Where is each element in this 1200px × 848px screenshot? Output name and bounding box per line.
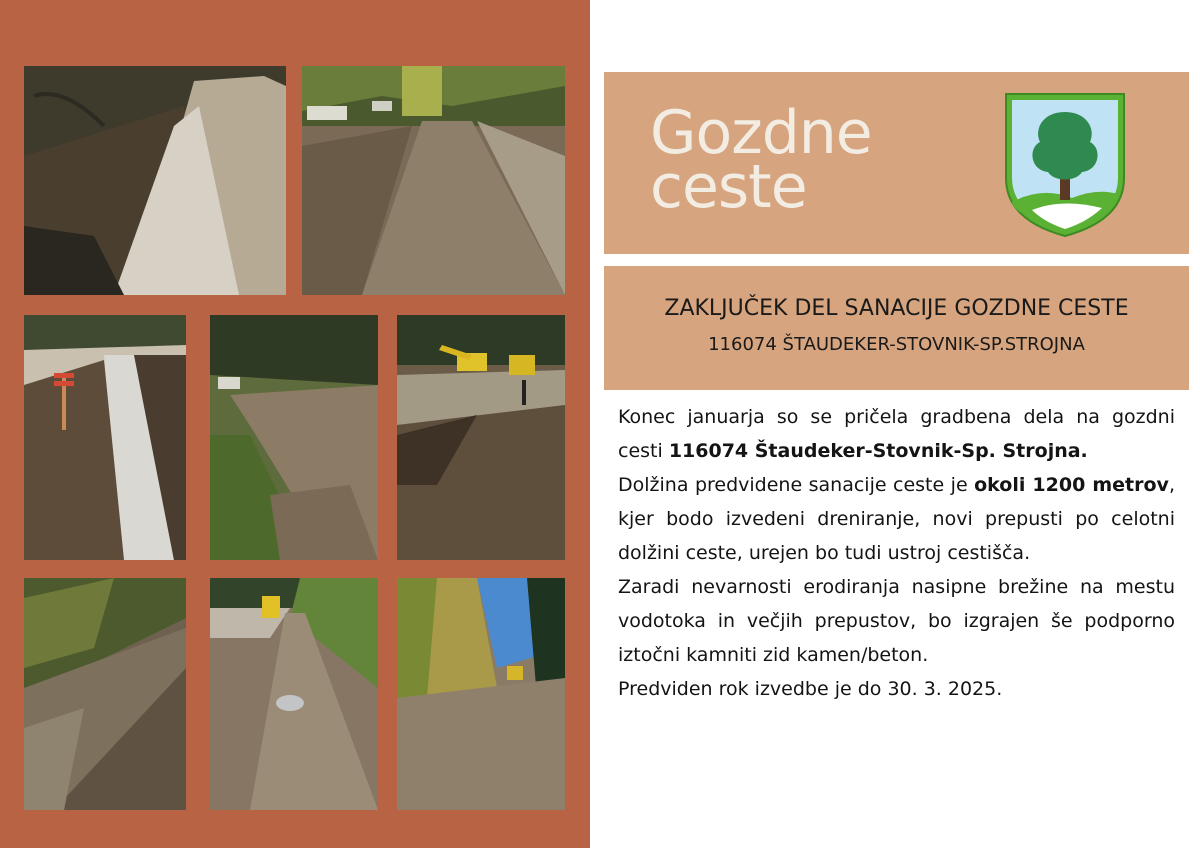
municipal-crest-tree-icon [1002,90,1128,240]
photo-excavator-works [397,315,565,560]
photo-muddy-road-forest [302,66,565,295]
paragraph-4: Predviden rok izvedbe je do 30. 3. 2025. [618,678,1003,700]
paragraph-1 [618,400,1175,468]
title-line-1: Gozdne [650,98,872,168]
road-name-bold: 116074 Štaudeker-Stovnik-Sp. Strojna. [668,440,1088,462]
length-bold: okoli 1200 metrov [974,474,1169,496]
road-code-heading: 116074 ŠTAUDEKER-STOVNIK-SP.STROJNA [708,334,1085,355]
photo-curved-road-forest [210,315,378,560]
paragraph-2-text-a: Dolžina predvidene sanacije ceste je [618,474,975,496]
paragraph-2-text-c: , kjer bodo izvedeni dreniranje, novi prepusti po celotni dolžini ceste, urejen bo tudi ustroj cestišča. [618,474,1175,564]
photo-road-with-machine [210,578,378,810]
subtitle-heading: ZAKLJUČEK DEL SANACIJE GOZDNE CESTE [664,296,1129,321]
photo-rocky-road-slope [24,578,186,810]
photo-road-gravel-edge [24,66,286,295]
title-line-2: ceste [650,152,807,222]
paragraph-3: Zaradi nevarnosti erodiranja nasipne brežine na mestu vodotoka in večjih prepustov, bo izgrajen še podporno iztočni kamniti zid kamen/beton. [618,576,1175,666]
page-title [650,98,872,222]
subtitle-box [604,266,1189,390]
body-text [618,400,1175,706]
photo-road-blue-sky [397,578,565,810]
paragraph-2 [618,468,1175,570]
paragraph-1-text: Konec januarja so se pričela gradbena dela na gozdni cesti [618,406,1175,462]
photo-panel [0,0,590,848]
title-box [604,72,1189,254]
photo-road-drainage-channel [24,315,186,560]
